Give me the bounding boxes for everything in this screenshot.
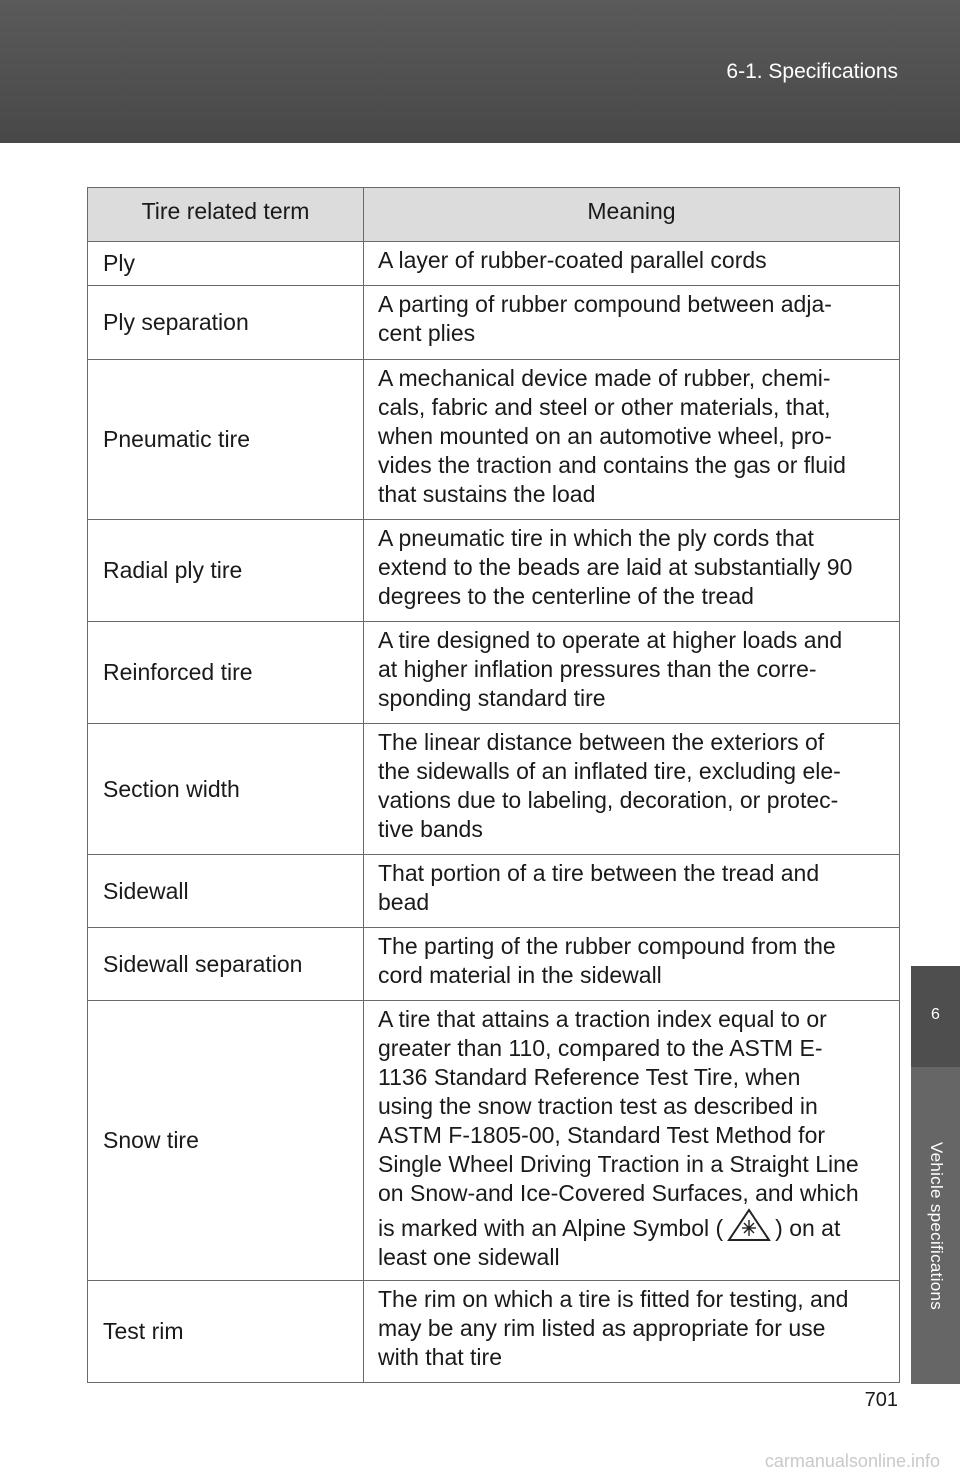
- term-cell: Pneumatic tire: [88, 360, 364, 520]
- table-row: [88, 928, 900, 1001]
- meaning-cell: A mechanical device made of rubber, chemi- cals, fabric and steel or other materials, that, when mounted on an automotive wheel, pro- vides the traction and contains the gas or fluid that sustains the load: [364, 360, 900, 520]
- table-row: [88, 286, 900, 360]
- table-row: [88, 1281, 900, 1383]
- tire-terms-table: [87, 187, 900, 1383]
- table-header-row: [88, 188, 900, 242]
- meaning-cell: The linear distance between the exteriors of the sidewalls of an inflated tire, excluding ele- vations due to labeling, decoration, or protec- tive bands: [364, 724, 900, 855]
- meaning-cell: That portion of a tire between the tread and bead: [364, 855, 900, 928]
- table-row: [88, 360, 900, 520]
- table-row: [88, 724, 900, 855]
- snow-tire-meaning-part1: A tire that attains a traction index equal to or greater than 110, compared to the ASTM E- 1136 Standard Reference Test Tire, when using the snow traction test as described in ASTM F-1805-00, Standard Test Method for Single Wheel Driving Traction in a Straight Line on Snow-and Ice-Covered Surfaces, and which is marked with an Alpine Symbol (: [378, 1006, 859, 1241]
- term-cell: Ply: [88, 242, 364, 286]
- term-cell: Section width: [88, 724, 364, 855]
- term-cell: Radial ply tire: [88, 520, 364, 622]
- meaning-cell: A tire designed to operate at higher loads and at higher inflation pressures than the corre- sponding standard tire: [364, 622, 900, 724]
- chapter-number: 6: [931, 1006, 940, 1023]
- page-header: [0, 0, 960, 143]
- meaning-cell: A layer of rubber-coated parallel cords: [364, 242, 900, 286]
- meaning-cell: The rim on which a tire is fitted for testing, and may be any rim listed as appropriate for use with that tire: [364, 1281, 900, 1383]
- chapter-label: Vehicle specifications: [926, 1141, 946, 1310]
- page-number: 701: [864, 1389, 898, 1411]
- meaning-cell: A parting of rubber compound between adja- cent plies: [364, 286, 900, 360]
- watermark: carmanualsonline.info: [764, 1451, 940, 1471]
- header-meaning: Meaning: [364, 188, 900, 242]
- term-cell: Snow tire: [88, 1001, 364, 1281]
- chapter-tab-number: [911, 966, 960, 1067]
- snow-tire-meaning-part2: ) on at least one sidewall: [378, 1215, 841, 1270]
- section-title: 6-1. Specifications: [726, 60, 898, 83]
- table-row: [88, 242, 900, 286]
- term-cell: Reinforced tire: [88, 622, 364, 724]
- table-row: [88, 1001, 900, 1281]
- table-row: [88, 520, 900, 622]
- table-row: [88, 855, 900, 928]
- meaning-cell: [364, 1001, 900, 1281]
- header-term: Tire related term: [88, 188, 364, 242]
- term-cell: Test rim: [88, 1281, 364, 1383]
- chapter-tab-label: [911, 1067, 960, 1384]
- meaning-cell: A pneumatic tire in which the ply cords that extend to the beads are laid at substantially 90 degrees to the centerline of the tread: [364, 520, 900, 622]
- term-cell: Sidewall: [88, 855, 364, 928]
- term-cell: Ply separation: [88, 286, 364, 360]
- alpine-symbol-icon: [727, 1208, 771, 1242]
- meaning-cell: The parting of the rubber compound from the cord material in the sidewall: [364, 928, 900, 1001]
- term-cell: Sidewall separation: [88, 928, 364, 1001]
- table-row: [88, 622, 900, 724]
